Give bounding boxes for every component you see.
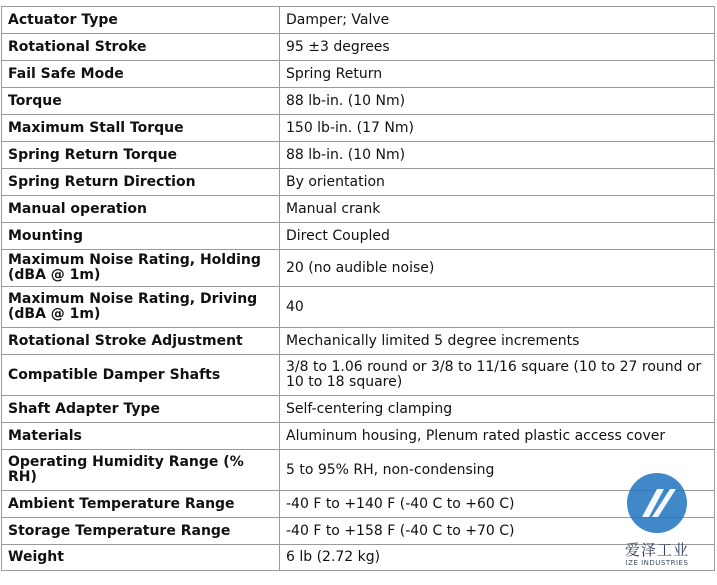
row-value: 20 (no audible noise) — [280, 250, 715, 287]
row-value: -40 F to +158 F (-40 C to +70 C) — [280, 518, 715, 545]
specifications-table — [1, 6, 715, 571]
row-label: Spring Return Direction — [2, 169, 280, 196]
row-label: Maximum Noise Rating, Driving (dBA @ 1m) — [2, 287, 280, 328]
table-row — [2, 450, 715, 491]
watermark-brand-cn: 爱泽工业 — [624, 541, 689, 559]
table-row — [2, 7, 715, 34]
table-row — [2, 61, 715, 88]
row-value: 6 lb (2.72 kg) — [280, 545, 715, 571]
row-label: Maximum Stall Torque — [2, 115, 280, 142]
row-value: 88 lb-in. (10 Nm) — [280, 142, 715, 169]
row-label: Maximum Noise Rating, Holding (dBA @ 1m) — [2, 250, 280, 287]
table-row — [2, 88, 715, 115]
table-row — [2, 196, 715, 223]
row-value: Mechanically limited 5 degree increments — [280, 328, 715, 355]
table-row — [2, 545, 715, 571]
row-label: Weight — [2, 545, 280, 571]
table-row — [2, 34, 715, 61]
table-row — [2, 396, 715, 423]
table-row — [2, 287, 715, 328]
row-value: 150 lb-in. (17 Nm) — [280, 115, 715, 142]
table-row — [2, 142, 715, 169]
row-label: Storage Temperature Range — [2, 518, 280, 545]
row-value: 40 — [280, 287, 715, 328]
row-label: Materials — [2, 423, 280, 450]
row-label: Shaft Adapter Type — [2, 396, 280, 423]
row-value: Self-centering clamping — [280, 396, 715, 423]
row-value: Spring Return — [280, 61, 715, 88]
row-label: Torque — [2, 88, 280, 115]
row-value: -40 F to +140 F (-40 C to +60 C) — [280, 491, 715, 518]
table-row — [2, 250, 715, 287]
row-label: Manual operation — [2, 196, 280, 223]
watermark-brand-en: IZE INDUSTRIES — [625, 559, 689, 567]
row-value: Aluminum housing, Plenum rated plastic access cover — [280, 423, 715, 450]
table-row — [2, 169, 715, 196]
row-value: 88 lb-in. (10 Nm) — [280, 88, 715, 115]
row-label: Mounting — [2, 223, 280, 250]
row-label: Rotational Stroke — [2, 34, 280, 61]
row-value: 5 to 95% RH, non-condensing — [280, 450, 715, 491]
row-label: Rotational Stroke Adjustment — [2, 328, 280, 355]
table-row — [2, 423, 715, 450]
row-label: Operating Humidity Range (% RH) — [2, 450, 280, 491]
table-row — [2, 115, 715, 142]
row-value: 95 ±3 degrees — [280, 34, 715, 61]
table-row — [2, 518, 715, 545]
table-row — [2, 223, 715, 250]
row-label: Compatible Damper Shafts — [2, 355, 280, 396]
row-value: 3/8 to 1.06 round or 3/8 to 11/16 square (10 to 27 round or 10 to 18 square) — [280, 355, 715, 396]
table-row — [2, 328, 715, 355]
row-value: Damper; Valve — [280, 7, 715, 34]
row-value: Manual crank — [280, 196, 715, 223]
row-label: Fail Safe Mode — [2, 61, 280, 88]
table-row — [2, 491, 715, 518]
row-value: Direct Coupled — [280, 223, 715, 250]
table-row — [2, 355, 715, 396]
row-label: Actuator Type — [2, 7, 280, 34]
row-label: Ambient Temperature Range — [2, 491, 280, 518]
row-value: By orientation — [280, 169, 715, 196]
row-label: Spring Return Torque — [2, 142, 280, 169]
